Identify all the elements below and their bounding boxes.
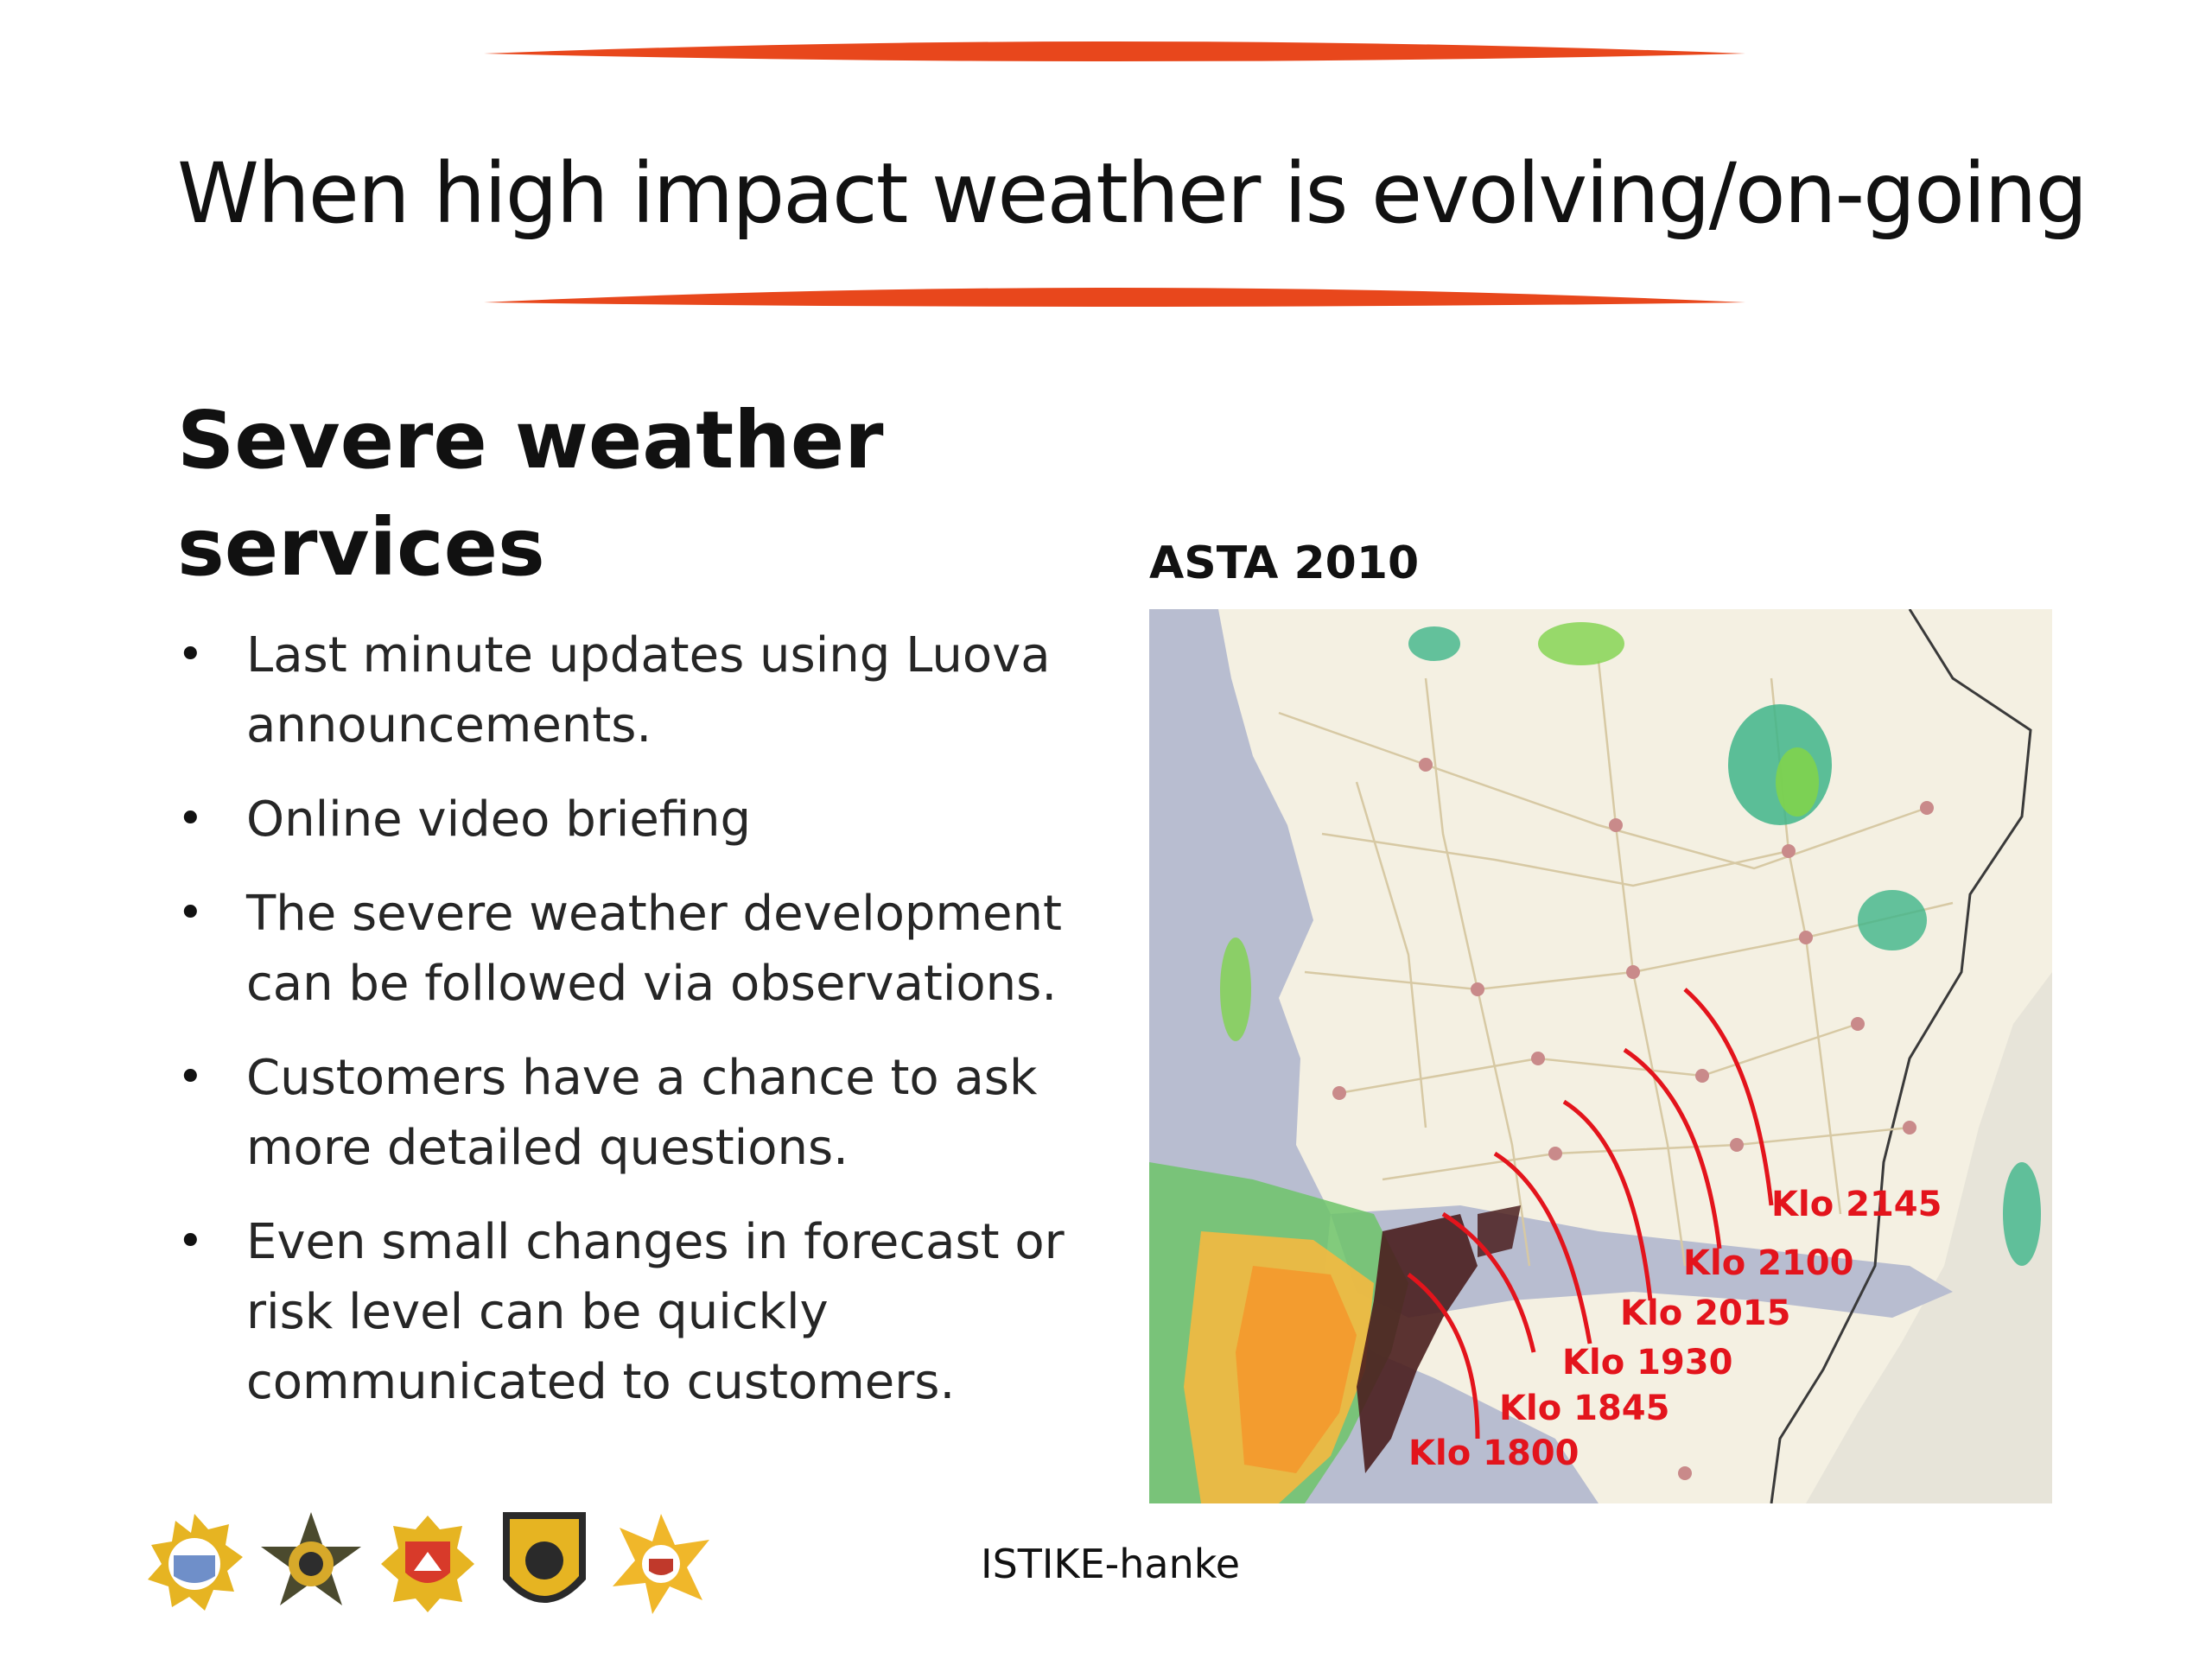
- footer-text: ISTIKE-hanke: [981, 1541, 1241, 1587]
- bullet-text: Online video briefing: [246, 791, 752, 848]
- time-label-2145: Klo 2145: [1771, 1185, 1942, 1224]
- map-caption: ASTA 2010: [1149, 537, 1420, 589]
- bullet-marker: •: [177, 1216, 204, 1268]
- time-label-1845: Klo 1845: [1499, 1389, 1670, 1428]
- rescue-shield-black-icon: [503, 1512, 586, 1603]
- time-label-2100: Klo 2100: [1683, 1243, 1854, 1283]
- bullet-marker: •: [177, 887, 204, 939]
- partner-logos: [138, 1508, 726, 1629]
- bottom-accent-stroke: [484, 276, 1745, 311]
- bullet-item: [177, 879, 1110, 1019]
- bullet-marker: •: [177, 629, 204, 681]
- bullet-marker: •: [177, 1052, 204, 1103]
- section-heading-line-1: Severe weather: [177, 394, 884, 486]
- time-label-1930: Klo 1930: [1562, 1343, 1733, 1382]
- police-star-dark-icon: [261, 1512, 361, 1605]
- radar-map-svg: [1149, 609, 2052, 1503]
- section-heading: [177, 387, 1041, 601]
- police-badge-blue-icon: [148, 1514, 243, 1611]
- section-heading-line-2: services: [177, 501, 545, 594]
- time-label-1800: Klo 1800: [1408, 1433, 1580, 1473]
- top-accent-stroke: [484, 35, 1745, 69]
- radar-map: [1149, 609, 2052, 1503]
- rescue-star-yellow-icon: [613, 1514, 709, 1614]
- bullet-item: [177, 1043, 1110, 1183]
- bullet-item: [177, 785, 1110, 855]
- bullet-item: [177, 1207, 1110, 1417]
- bullet-item: [177, 620, 1110, 760]
- bullet-list: [177, 620, 1110, 1441]
- bullet-text: Even small changes in forecast or risk level can be quickly communicated to customers.: [246, 1214, 1065, 1410]
- bullet-text: Customers have a chance to ask more detailed questions.: [246, 1050, 1038, 1176]
- bullet-text: Last minute updates using Luova announcements.: [246, 627, 1051, 753]
- time-label-2015: Klo 2015: [1620, 1294, 1791, 1333]
- bullet-marker: •: [177, 793, 204, 845]
- rescue-shield-red-icon: [381, 1516, 474, 1612]
- slide-title: When high impact weather is evolving/on-going: [177, 145, 2087, 242]
- bullet-text: The severe weather development can be followed via observations.: [246, 886, 1062, 1012]
